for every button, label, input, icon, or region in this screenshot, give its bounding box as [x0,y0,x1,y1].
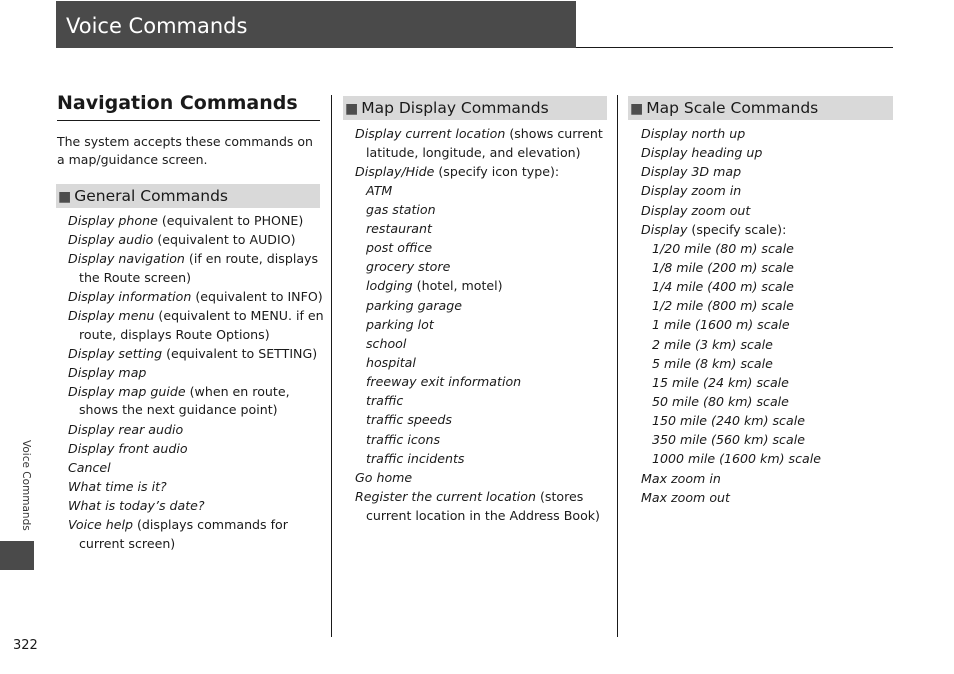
command-note: (specify icon type): [434,163,560,179]
command-item [355,431,603,450]
command-phrase: Display menu [68,308,155,324]
command-phrase: Display north up [641,126,746,141]
command-phrase: Display navigation [68,251,185,267]
command-item [355,335,603,354]
command-item [641,182,821,201]
command-item [355,201,603,220]
command-phrase: traffic speeds [366,412,452,428]
command-item [641,144,821,163]
command-item [641,412,821,431]
command-phrase: traffic incidents [366,450,465,466]
command-item [355,354,603,373]
command-item [355,392,603,411]
side-chapter-label: Voice Commands [20,440,32,531]
command-item [355,163,603,182]
command-note: (stores [536,489,584,505]
header-rule [576,47,893,48]
command-phrase: Max zoom out [641,489,730,505]
command-phrase: ATM [366,182,393,198]
section-title: Navigation Commands [57,92,298,114]
command-phrase: What is today’s date? [68,498,205,514]
command-note-continued: current location in the Address Book) [366,507,600,523]
command-item [68,231,324,250]
command-note: (shows current [505,126,603,141]
command-item [355,258,603,277]
subhead-label: General Commands [74,187,228,205]
command-phrase: 50 mile (80 km) scale [652,393,789,409]
command-note-continued: current screen) [79,535,176,551]
command-phrase: Display zoom out [641,202,751,218]
command-phrase: 1/20 mile (80 m) scale [652,240,794,256]
command-note: (equivalent to INFO) [191,288,323,304]
command-phrase: Display zoom in [641,183,742,199]
section-rule [57,120,320,121]
command-item [355,182,603,201]
command-item [68,440,324,459]
column-divider [617,95,618,637]
command-phrase: Display/Hide [355,163,435,179]
command-item [68,516,324,553]
command-phrase: 15 mile (24 km) scale [652,374,789,390]
command-item [641,125,821,144]
command-item [641,431,821,450]
command-item [641,470,821,489]
command-note: (when en route, [185,383,290,399]
subhead-map-scale-commands [628,96,893,120]
subhead-label: Map Scale Commands [646,99,819,117]
command-note: (hotel, motel) [412,278,503,294]
command-item [641,221,821,240]
command-item [641,450,821,469]
page-number: 322 [13,638,38,653]
section-intro: The system accepts these commands on a map/guidance screen. [57,134,313,167]
command-phrase: Display heading up [641,145,763,161]
command-phrase: 1 mile (1600 m) scale [652,317,790,333]
command-item [355,277,603,296]
command-phrase: Display map guide [68,383,186,399]
command-item [641,259,821,278]
command-phrase: Display audio [68,232,154,248]
command-note: (displays commands for [132,517,288,533]
command-item [68,421,324,440]
command-note-continued: latitude, longitude, and elevation) [366,144,581,160]
command-phrase: school [366,335,407,351]
command-phrase: Display [641,221,688,237]
command-phrase: hospital [366,355,416,371]
command-phrase: 1/4 mile (400 m) scale [652,279,794,295]
command-phrase: lodging [366,278,413,294]
chapter-tab [0,541,34,570]
command-phrase: 1000 mile (1600 km) scale [652,451,821,467]
command-phrase: What time is it? [68,479,167,495]
general-commands-list [68,212,324,554]
command-item [355,239,603,258]
command-item [355,411,603,430]
command-phrase: Go home [355,469,413,485]
command-phrase: gas station [366,201,436,217]
command-note: (specify scale): [687,221,787,237]
square-bullet-icon: ■ [345,101,359,117]
command-phrase: Display setting [68,345,163,361]
command-item [641,393,821,412]
command-note: (equivalent to PHONE) [157,213,304,228]
map-scale-commands-list [641,125,821,508]
square-bullet-icon: ■ [630,101,644,117]
command-phrase: restaurant [366,221,432,237]
command-phrase: parking lot [366,316,434,332]
map-display-commands-list [355,125,603,526]
command-item [355,297,603,316]
command-item [68,459,324,478]
command-item [355,450,603,469]
command-item [641,163,821,182]
command-phrase: 1/2 mile (800 m) scale [652,298,794,314]
command-phrase: 5 mile (8 km) scale [652,355,773,371]
command-item [641,355,821,374]
command-phrase: Display rear audio [68,421,184,437]
command-phrase: parking garage [366,297,463,313]
subhead-general-commands [56,184,320,208]
command-item [355,125,603,162]
command-item [68,364,324,383]
command-item [355,220,603,239]
command-note-continued: route, displays Route Options) [79,326,270,342]
command-phrase: Register the current location [355,489,536,505]
command-item [355,316,603,335]
command-item [641,202,821,221]
command-phrase: 150 mile (240 km) scale [652,413,805,429]
command-phrase: Cancel [68,459,111,475]
command-item [68,478,324,497]
command-phrase: Max zoom in [641,470,721,486]
command-item [68,307,324,344]
command-item [355,469,603,488]
subhead-map-display-commands [343,96,607,120]
page-title: Voice Commands [66,14,248,38]
command-item [68,250,324,287]
command-phrase: 350 mile (560 km) scale [652,432,805,448]
command-note-continued: shows the next guidance point) [79,402,278,418]
command-phrase: traffic [366,393,404,409]
command-phrase: grocery store [366,259,451,275]
command-phrase: 2 mile (3 km) scale [652,336,773,352]
subhead-label: Map Display Commands [361,99,549,117]
command-phrase: traffic icons [366,431,441,447]
command-phrase: post office [366,240,433,256]
command-note-continued: the Route screen) [79,269,192,285]
command-note: (equivalent to AUDIO) [153,232,296,248]
command-item [641,297,821,316]
command-phrase: Display map [68,364,147,380]
command-item [641,278,821,297]
command-item [355,373,603,392]
command-item [68,497,324,516]
command-phrase: Voice help [68,517,133,533]
command-item [68,345,324,364]
command-phrase: Display 3D map [641,164,742,180]
command-note: (if en route, displays [184,251,319,267]
command-phrase: 1/8 mile (200 m) scale [652,259,794,275]
command-item [641,374,821,393]
command-phrase: Display front audio [68,440,188,456]
command-item [68,288,324,307]
command-phrase: Display information [68,288,192,304]
command-item [641,240,821,259]
square-bullet-icon: ■ [58,189,72,205]
command-item [68,383,324,420]
command-phrase: Display current location [355,126,506,141]
command-item [68,212,324,231]
command-item [641,336,821,355]
command-note: (equivalent to SETTING) [162,345,318,361]
command-item [355,488,603,525]
command-item [641,489,821,508]
command-phrase: freeway exit information [366,374,522,390]
column-divider [331,95,332,637]
command-note: (equivalent to MENU. if en [154,308,324,324]
command-item [641,316,821,335]
command-phrase: Display phone [68,213,158,228]
